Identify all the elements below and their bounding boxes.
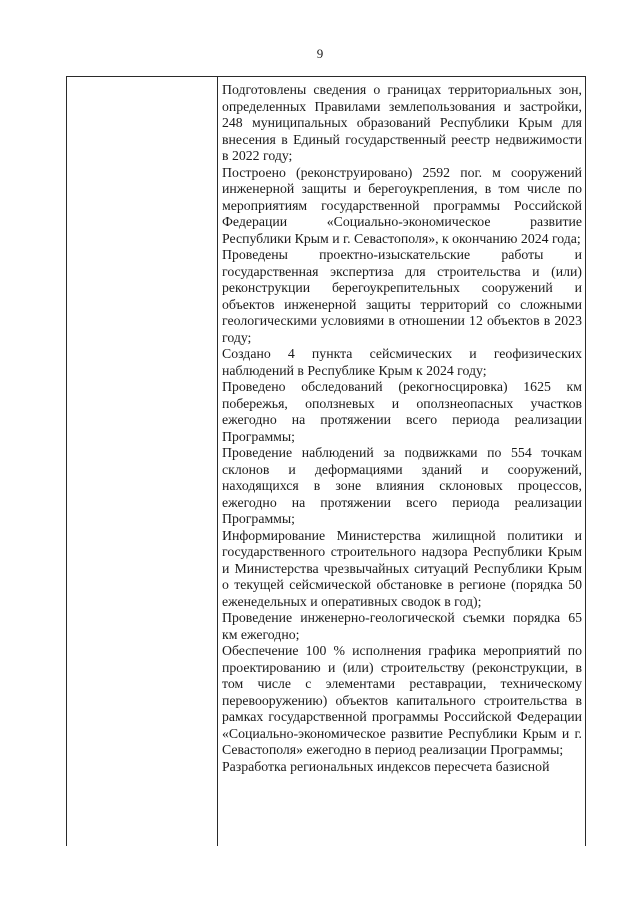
paragraph-survey-works: Проведены проектно-изыскательские работы и государственная экспертиза для строительства и (или) реконструкции берегоукрепительных сооружений и объектов инженерной защиты территорий со сложными геологическими условиями в отношении 12 объектов в 2023 году; [222,247,582,345]
paragraph-coast-inspection: Проведено обследований (рекогносцировка) 1625 км побережья, оползневых и оползнеопасных участков ежегодно на протяжении всего периода реализации Программы; [222,379,582,444]
paragraph-regional-indices: Разработка региональных индексов пересчета базисной [222,758,550,774]
table-left-column [67,77,218,846]
content-table [66,76,586,846]
paragraph-schedule-execution: Обеспечение 100 % исполнения графика мероприятий по проектированию и (или) строительству (реконструкции, в том числе с элементами реставрации, техническому перевооружению) объектов капитального строительства в рамках государственной программы Российской Федерации «Социально-экономическое развитие Республики Крым и г. Севастополя» ежегодно в период реализации Программы; [222,643,582,757]
paragraph-ministry-informing: Информирование Министерства жилищной политики и государственного строительного надзора Республики Крым и Министерства чрезвычайных ситуаций Республики Крым о текущей сейсмической обстановке в регионе (порядка 50 еженедельных и оперативных сводок в год); [222,527,582,609]
page-number: 9 [316,46,324,61]
paragraph-coastal-protection: Построено (реконструировано) 2592 пог. м сооружений инженерной защиты и берегоукрепления, в том числе по мероприятиям государственной программы Российской Федерации «Социально-экономическое развитие Республики Крым и г. Севастополя», к окончанию 2024 года; [222,164,582,246]
paragraph-geological-survey: Проведение инженерно-геологической съемки порядка 65 км ежегодно; [222,610,582,642]
paragraph-slope-monitoring: Проведение наблюдений за подвижками по 554 точкам склонов и деформациями зданий и сооружений, находящихся в зоне влияния склоновых процессов, ежегодно на протяжении всего периода реализации Программы; [222,445,582,526]
paragraph-zone-boundaries: Подготовлены сведения о границах территориальных зон, определенных Правилами землепользования и застройки, 248 муниципальных образований Республики Крым для внесения в Единый государственный реестр недвижимости в 2022 году; [222,82,582,163]
table-right-column [218,77,585,846]
paragraph-seismic-points: Создано 4 пункта сейсмических и геофизических наблюдений в Республике Крым к 2024 году; [222,346,582,378]
